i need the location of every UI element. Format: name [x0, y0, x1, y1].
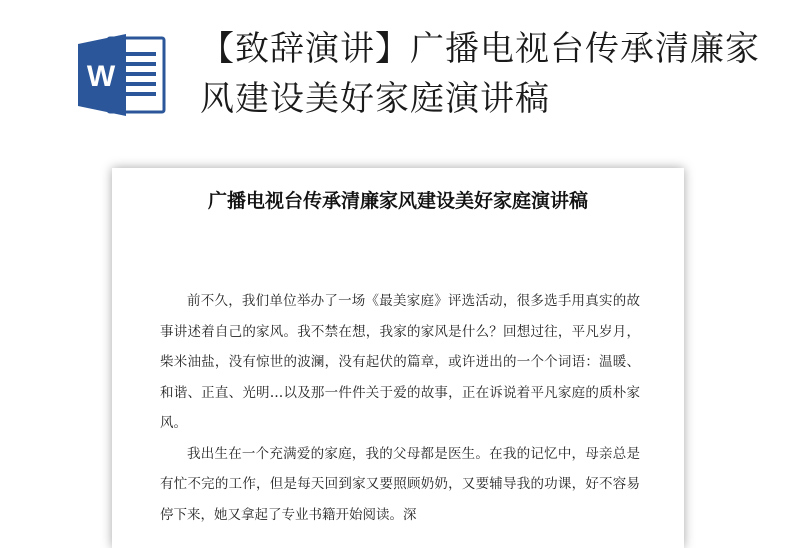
document-page [112, 168, 684, 548]
word-document-icon [76, 32, 168, 118]
paragraph: 我出生在一个充满爱的家庭，我的父母都是医生。在我的记忆中，母亲总是有忙不完的工作，但是每天回到家又要照顾奶奶，又要辅导我的功课，好不容易停下来，她又拿起了专业书籍开始阅读。深 [160, 445, 640, 523]
document-body [160, 286, 640, 530]
document-title: 广播电视台传承清廉家风建设美好家庭演讲稿 [207, 190, 588, 212]
word-icon-letter: W [86, 60, 116, 93]
header [0, 0, 800, 150]
paragraph: 前不久，我们单位举办了一场《最美家庭》评选活动，很多选手用真实的故事讲述着自己的家风。我不禁在想，我家的家风是什么？回想过往，平凡岁月，柴米油盐，没有惊世的波澜，没有起伏的篇章，或许迸出的一个个词语：温暖、和谐、正直、光明…以及那一件件关于爱的故事，正在诉说着平凡家庭的质朴家风。 [160, 293, 640, 431]
page-title: 【致辞演讲】广播电视台传承清廉家风建设美好家庭演讲稿 [200, 29, 760, 119]
